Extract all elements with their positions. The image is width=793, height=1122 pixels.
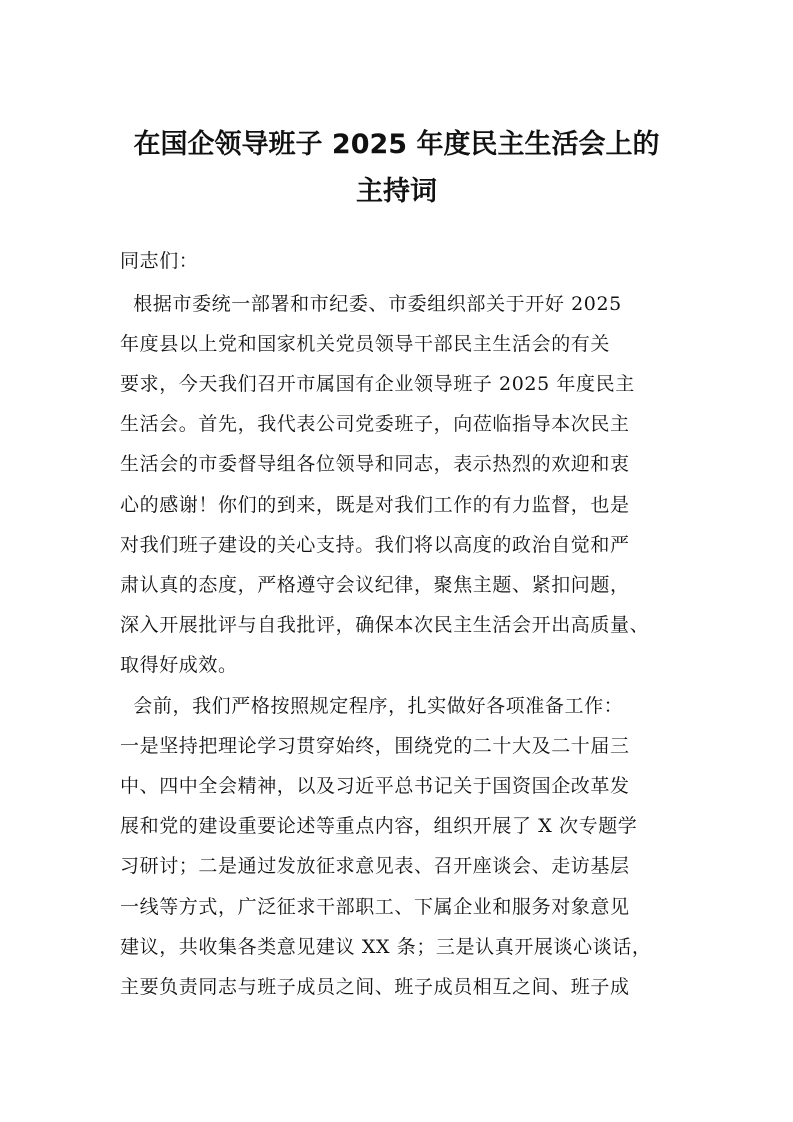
body-line: 年度县以上党和国家机关党员领导干部民主生活会的有关 [120,333,611,355]
body-line: 对我们班子建设的关心支持。我们将以高度的政治自觉和严 [120,534,630,556]
body-line: 一线等方式，广泛征求干部职工、下属企业和服务对象意见 [120,896,630,918]
body-line: 根据市委统一部署和市纪委、市委组织部关于开好 2025 [120,293,622,315]
body-line: 建议，共收集各类意见建议 XX 条；三是认真开展谈心谈话， [120,936,652,958]
body-line: 一是坚持把理论学习贯穿始终，围绕党的二十大及二十届三 [120,735,630,757]
body-line: 主要负责同志与班子成员之间、班子成员相互之间、班子成 [120,976,630,998]
body-line: 会前，我们严格按照规定程序，扎实做好各项准备工作： [120,695,624,717]
body-line: 习研讨；二是通过发放征求意见表、召开座谈会、走访基层 [120,855,630,877]
document-title-line-1: 在国企领导班子 2025 年度民主生活会上的 [133,129,660,160]
salutation: 同志们： [120,250,199,272]
document-title-line-2: 主持词 [356,176,437,207]
body-line: 取得好成效。 [120,654,238,676]
body-line: 心的感谢！你们的到来，既是对我们工作的有力监督，也是 [120,494,630,516]
body-line: 生活会的市委督导组各位领导和同志，表示热烈的欢迎和衷 [120,453,630,475]
body-line: 展和党的建设重要论述等重点内容，组织开展了 X 次专题学 [120,815,638,837]
body-line: 肃认真的态度，严格遵守会议纪律，聚焦主题、紧扣问题， [120,574,630,596]
body-line: 生活会。首先，我代表公司党委班子，向莅临指导本次民主 [120,413,630,435]
body-line: 深入开展批评与自我批评，确保本次民主生活会开出高质量、 [120,614,650,636]
body-line: 要求，今天我们召开市属国有企业领导班子 2025 年度民主 [120,373,635,395]
body-line: 中、四中全会精神，以及习近平总书记关于国资国企改革发 [120,775,630,797]
